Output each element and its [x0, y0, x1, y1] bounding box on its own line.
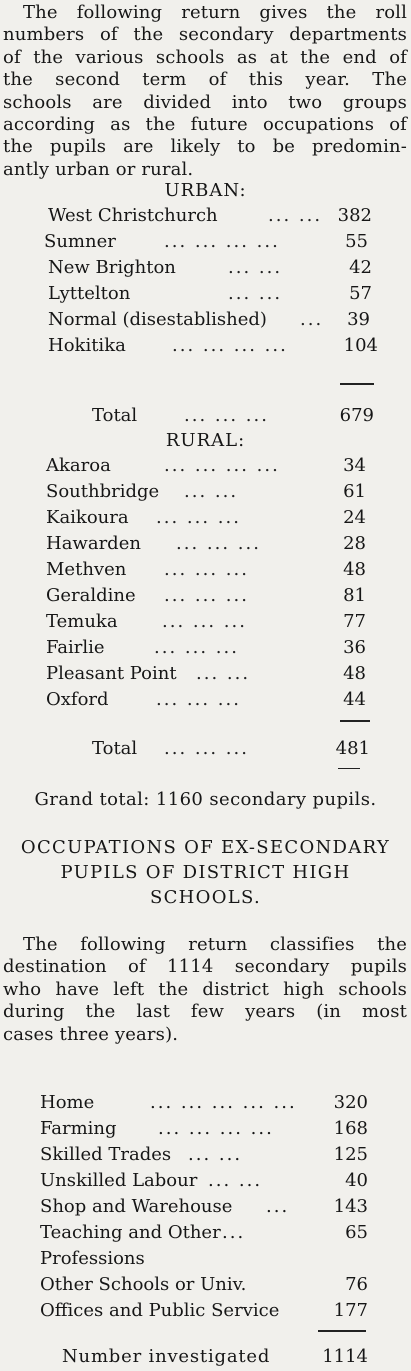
school-name: Hokitika	[48, 335, 126, 356]
rural-total-row	[92, 738, 370, 762]
school-name: Sumner	[44, 231, 116, 252]
leader-dots: ... ... ... ... ...	[150, 1092, 297, 1113]
table-row	[48, 257, 372, 281]
list-item	[40, 1118, 368, 1142]
list-item	[40, 1170, 368, 1194]
number-investigated-row	[62, 1346, 368, 1370]
school-name: Hawarden	[46, 533, 141, 554]
roll-number: 382	[337, 205, 372, 226]
pupil-count: 125	[333, 1144, 368, 1165]
leader-dots: ... ... ... ...	[164, 455, 280, 476]
occupation-name: Teaching and Other	[40, 1222, 221, 1243]
table-row	[46, 533, 366, 557]
leader-dots: ... ... ...	[164, 585, 249, 606]
roll-number: 48	[343, 663, 366, 684]
leader-dots: ... ...	[208, 1170, 263, 1191]
table-row	[46, 559, 366, 583]
leader-dots: ... ... ...	[164, 559, 249, 580]
occupation-name: Home	[40, 1092, 95, 1113]
roll-number: 36	[343, 637, 366, 658]
table-row	[46, 663, 366, 687]
urban-total-row	[92, 405, 374, 429]
intro-line: The following return classifies the	[23, 934, 407, 955]
pupil-count: 143	[333, 1196, 368, 1217]
roll-number: 77	[343, 611, 366, 632]
leader-dots: ... ...	[188, 1144, 243, 1165]
leader-dots: ... ... ... ...	[164, 231, 280, 252]
total-label: Total	[92, 738, 138, 759]
occupation-name: Unskilled Labour	[40, 1170, 198, 1191]
roll-number: 57	[349, 283, 372, 304]
double-rule	[338, 768, 360, 769]
table-row	[46, 481, 366, 505]
leader-dots: ...	[222, 1222, 246, 1243]
occupation-name: Offices and Public Service	[40, 1300, 280, 1321]
intro-line: antly urban or rural.	[3, 158, 194, 180]
intro-line: schools are divided into two groups	[3, 91, 407, 113]
intro-paragraph	[3, 2, 407, 181]
leader-dots: ... ...	[228, 257, 283, 278]
table-row	[48, 283, 372, 307]
sum-rule	[318, 1330, 366, 1332]
table-row	[46, 637, 366, 661]
intro-line: according as the future occupations of	[3, 114, 407, 136]
pupil-count: 320	[333, 1092, 368, 1113]
urban-heading: URBAN:	[164, 180, 247, 201]
rural-heading: RURAL:	[165, 430, 246, 451]
intro-line: destination of 1114 secondary pupils	[3, 956, 407, 978]
school-name: Oxford	[46, 689, 109, 710]
roll-number: 28	[343, 533, 366, 554]
leader-dots: ...	[300, 309, 324, 330]
table-row	[46, 689, 366, 713]
list-item	[40, 1248, 368, 1272]
section2-intro	[3, 934, 407, 1046]
intro-line: cases three years).	[3, 1023, 179, 1045]
roll-number: 104	[343, 335, 378, 356]
intro-line: of the various schools as at the end of	[3, 46, 407, 68]
list-item	[40, 1144, 368, 1168]
table-row	[46, 585, 366, 609]
roll-number: 34	[343, 455, 366, 476]
school-name: Pleasant Point	[46, 663, 177, 684]
section-title-line: SCHOOLS.	[149, 887, 262, 908]
table-row	[46, 507, 366, 531]
total-label: Number investigated	[62, 1346, 271, 1367]
occupation-name: Shop and Warehouse	[40, 1196, 233, 1217]
roll-number: 42	[349, 257, 372, 278]
leader-dots: ... ... ...	[176, 533, 261, 554]
section-title-line: PUPILS OF DISTRICT HIGH	[60, 862, 351, 883]
school-name: Fairlie	[46, 637, 105, 658]
occupation-name: Farming	[40, 1118, 117, 1139]
table-row	[48, 309, 372, 333]
roll-number: 61	[343, 481, 366, 502]
intro-line: the pupils are likely to be predomin-	[3, 136, 407, 158]
leader-dots: ... ... ...	[156, 689, 241, 710]
roll-number: 81	[343, 585, 366, 606]
intro-line: during the last few years (in most	[3, 1001, 407, 1023]
pupil-count: 177	[333, 1300, 368, 1321]
pupil-count: 65	[345, 1222, 368, 1243]
school-name: Akaroa	[46, 455, 111, 476]
roll-number: 55	[345, 231, 368, 252]
leader-dots: ... ... ...	[156, 507, 241, 528]
list-item	[40, 1274, 368, 1298]
intro-line: numbers of the secondary departments	[3, 24, 407, 46]
school-name: Kaikoura	[46, 507, 129, 528]
total-value: 1114	[322, 1346, 368, 1367]
leader-dots: ... ...	[184, 481, 239, 502]
school-name: Geraldine	[46, 585, 136, 606]
total-value: 481	[335, 738, 370, 759]
leader-dots: ...	[266, 1196, 290, 1217]
pupil-count: 76	[345, 1274, 368, 1295]
table-row	[44, 231, 372, 255]
roll-number: 48	[343, 559, 366, 580]
table-row	[46, 455, 366, 479]
occupation-name: Skilled Trades	[40, 1144, 172, 1165]
occupation-name: Professions	[40, 1248, 145, 1269]
list-item	[40, 1092, 368, 1116]
school-name: West Christchurch	[48, 205, 218, 226]
school-name: Southbridge	[46, 481, 160, 502]
intro-line: the second term of this year. The	[3, 69, 407, 91]
school-name: Methven	[46, 559, 127, 580]
leader-dots: ... ... ...	[162, 611, 247, 632]
school-name: Normal (disestablished)	[48, 309, 267, 330]
school-name: Lyttelton	[48, 283, 131, 304]
roll-number: 24	[343, 507, 366, 528]
occupation-name: Other Schools or Univ.	[40, 1274, 247, 1295]
leader-dots: ... ... ... ...	[158, 1118, 274, 1139]
sum-rule	[340, 720, 370, 722]
total-value: 679	[339, 405, 374, 426]
leader-dots: ... ... ...	[154, 637, 239, 658]
section-title-line: OCCUPATIONS OF EX-SECONDARY	[20, 837, 391, 858]
list-item	[40, 1300, 368, 1324]
grand-total: Grand total: 1160 secondary pupils.	[34, 789, 377, 810]
list-item	[40, 1222, 368, 1246]
leader-dots: ... ...	[268, 205, 323, 226]
table-row	[46, 611, 366, 635]
leader-dots: ... ... ... ...	[172, 335, 288, 356]
total-label: Total	[92, 405, 138, 426]
intro-line: The following return gives the roll	[23, 2, 407, 23]
intro-line: who have left the district high schools	[3, 978, 407, 1000]
leader-dots: ... ... ...	[164, 738, 249, 759]
leader-dots: ... ...	[196, 663, 251, 684]
pupil-count: 168	[333, 1118, 368, 1139]
roll-number: 39	[347, 309, 370, 330]
leader-dots: ... ... ...	[184, 405, 269, 426]
school-name: Temuka	[46, 611, 118, 632]
roll-number: 44	[343, 689, 366, 710]
leader-dots: ... ...	[228, 283, 283, 304]
pupil-count: 40	[345, 1170, 368, 1191]
sum-rule	[340, 383, 374, 385]
table-row	[48, 205, 372, 229]
list-item	[40, 1196, 368, 1220]
school-name: New Brighton	[48, 257, 176, 278]
table-row	[48, 335, 378, 359]
